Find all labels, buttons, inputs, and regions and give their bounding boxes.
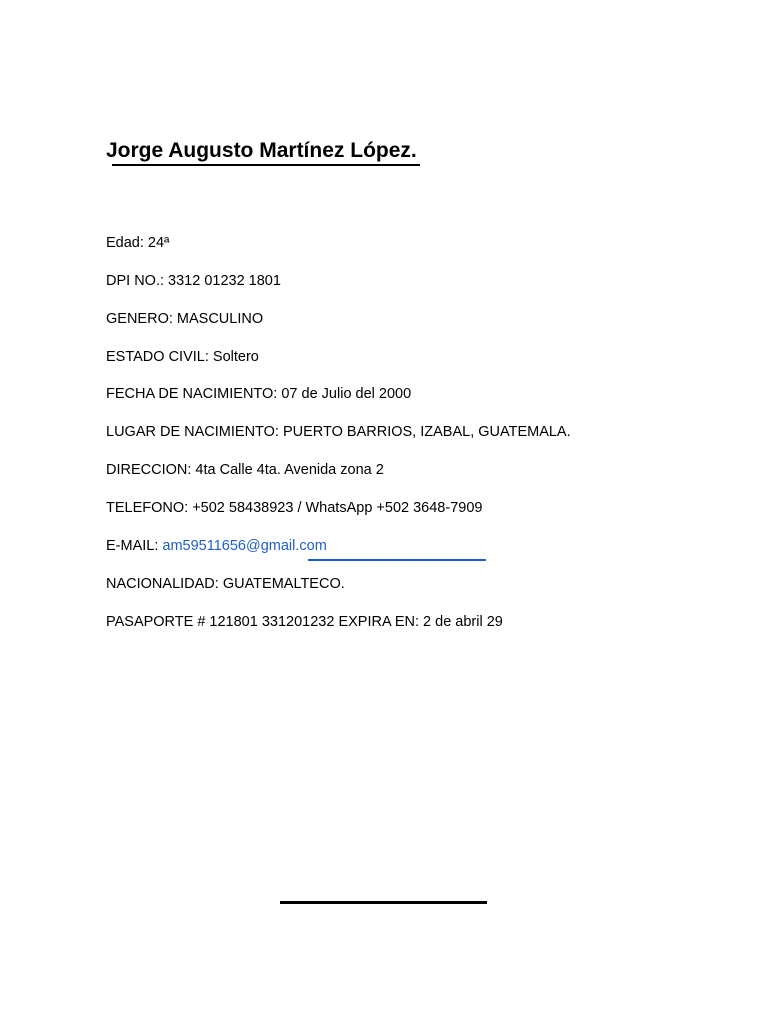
signature-line [280, 901, 487, 904]
field-fecha-nacimiento: FECHA DE NACIMIENTO: 07 de Julio del 2000 [106, 386, 412, 402]
field-lugar-nacimiento: LUGAR DE NACIMIENTO: PUERTO BARRIOS, IZABAL, GUATEMALA. [106, 424, 571, 440]
field-telefono: TELEFONO: +502 58438923 / WhatsApp +502 3648-7909 [106, 500, 483, 516]
field-edad: Edad: 24ª [106, 235, 170, 251]
person-name-suffix: . [410, 139, 417, 162]
field-pasaporte: PASAPORTE # 121801 331201232 EXPIRA EN: 2 de abril 29 [106, 614, 503, 630]
field-nacionalidad: NACIONALIDAD: GUATEMALTECO. [106, 576, 345, 592]
page-title [106, 137, 417, 165]
field-direccion: DIRECCION: 4ta Calle 4ta. Avenida zona 2 [106, 462, 384, 478]
field-estado-civil: ESTADO CIVIL: Soltero [106, 349, 259, 365]
title-underline [112, 164, 420, 166]
email-underline [308, 559, 486, 561]
field-email [106, 536, 327, 556]
email-link[interactable]: am59511656@gmail.com [162, 538, 327, 554]
field-genero: GENERO: MASCULINO [106, 311, 264, 327]
person-name: Jorge Augusto Martínez López [106, 139, 411, 162]
field-dpi: DPI NO.: 3312 01232 1801 [106, 273, 281, 289]
email-label: E-MAIL: [106, 538, 163, 554]
